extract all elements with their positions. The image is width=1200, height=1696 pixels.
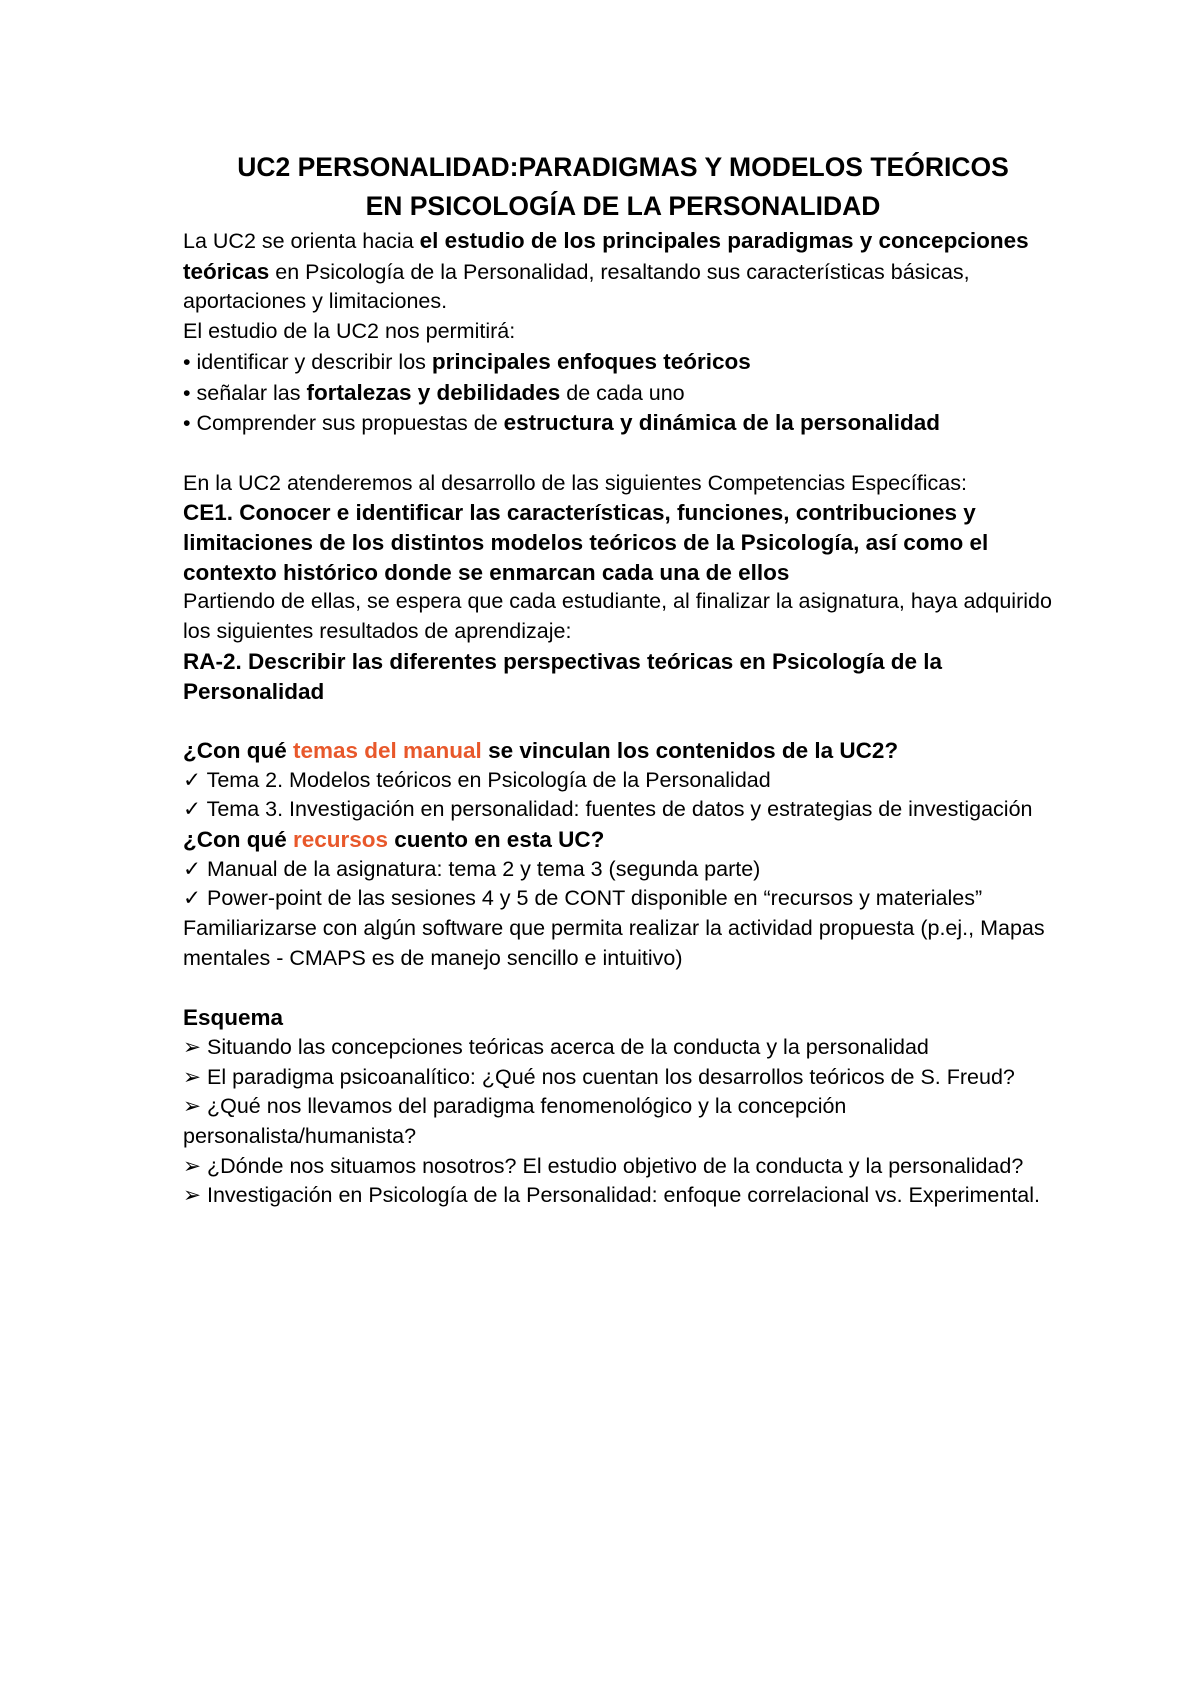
recursos-question: ¿Con qué recursos cuento en esta UC? [183,827,605,853]
resultado-ra2: RA-2. Describir las diferentes perspectivas teóricas en Psicología de la Personalidad [183,648,943,704]
recurso-item: ✓ Manual de la asignatura: tema 2 y tema 3 (segunda parte) [183,856,761,881]
esquema-item: ➢ Situando las concepciones teóricas acerca de la conducta y la personalidad [183,1034,929,1059]
bullet-item: • Comprender sus propuestas de estructura y dinámica de la personalidad [183,410,941,436]
bullet-item: • señalar las fortalezas y debilidades de cada uno [183,379,685,405]
recursos-note: Familiarizarse con algún software que permita realizar la actividad propuesta (p.ej., Mapas mentales - CMAPS es de manejo sencillo e intuitivo) [183,916,1045,970]
bullet-icon: • [183,411,191,436]
esquema-item: ➢ ¿Dónde nos situamos nosotros? El estudio objetivo de la conducta y la personalidad? [183,1153,1024,1178]
intro-objectives-lead: El estudio de la UC2 nos permitirá: [183,319,516,344]
bullet-icon: • [183,380,191,405]
resultados-intro: Partiendo de ellas, se espera que cada estudiante, al finalizar la asignatura, haya adquirido los siguientes resultados de aprendizaje: [183,589,1052,644]
competencias-intro: En la UC2 atenderemos al desarrollo de las siguientes Competencias Específicas: [183,470,967,495]
tema-item: ✓ Tema 2. Modelos teóricos en Psicología de la Personalidad [183,767,771,792]
document-body [183,148,1063,1211]
recursos-highlight: recursos [292,827,389,853]
spacer [183,706,1063,736]
intro-text-bold: el estudio de los principales paradigmas y concepciones teóricas [183,228,1029,284]
title-line-2: EN PSICOLOGÍA DE LA PERSONALIDAD [365,191,881,221]
title-line-1: UC2 PERSONALIDAD:PARADIGMAS Y MODELOS TEÓRICOS [237,152,1009,182]
spacer [183,439,1063,469]
tema-item: ✓ Tema 3. Investigación en personalidad: fuentes de datos y estrategias de investigación [183,797,1033,822]
esquema-heading: Esquema [183,1005,284,1031]
intro-text-c: en Psicología de la Personalidad, resaltando sus características básicas, aportaciones y limitaciones. [183,259,970,314]
recurso-item: ✓ Power-point de las sesiones 4 y 5 de CONT disponible en “recursos y materiales” [183,886,983,911]
intro-paragraph [183,226,1063,317]
document-title [183,148,1063,226]
esquema-item: ➢ El paradigma psicoanalítico: ¿Qué nos cuentan los desarrollos teóricos de S. Freud? [183,1064,1015,1089]
spacer [183,974,1063,1004]
temas-highlight: temas del manual [292,737,482,763]
bullet-item: • identificar y describir los principales enfoques teóricos [183,348,751,374]
intro-text-a: La UC2 se orienta hacia [183,229,420,253]
competencia-ce1: CE1. Conocer e identificar las características, funciones, contribuciones y limitaciones de los distintos modelos teóricos de la Psicología, así como el contexto histórico donde se enmarcan cada una de ellos [183,500,989,585]
bullet-icon: • [183,349,191,374]
temas-question: ¿Con qué temas del manual se vinculan los contenidos de la UC2? [183,737,899,763]
esquema-item: ➢ Investigación en Psicología de la Personalidad: enfoque correlacional vs. Experimental. [183,1183,1041,1208]
esquema-item: ➢ ¿Qué nos llevamos del paradigma fenomenológico y la concepción personalista/humanista? [183,1094,847,1149]
